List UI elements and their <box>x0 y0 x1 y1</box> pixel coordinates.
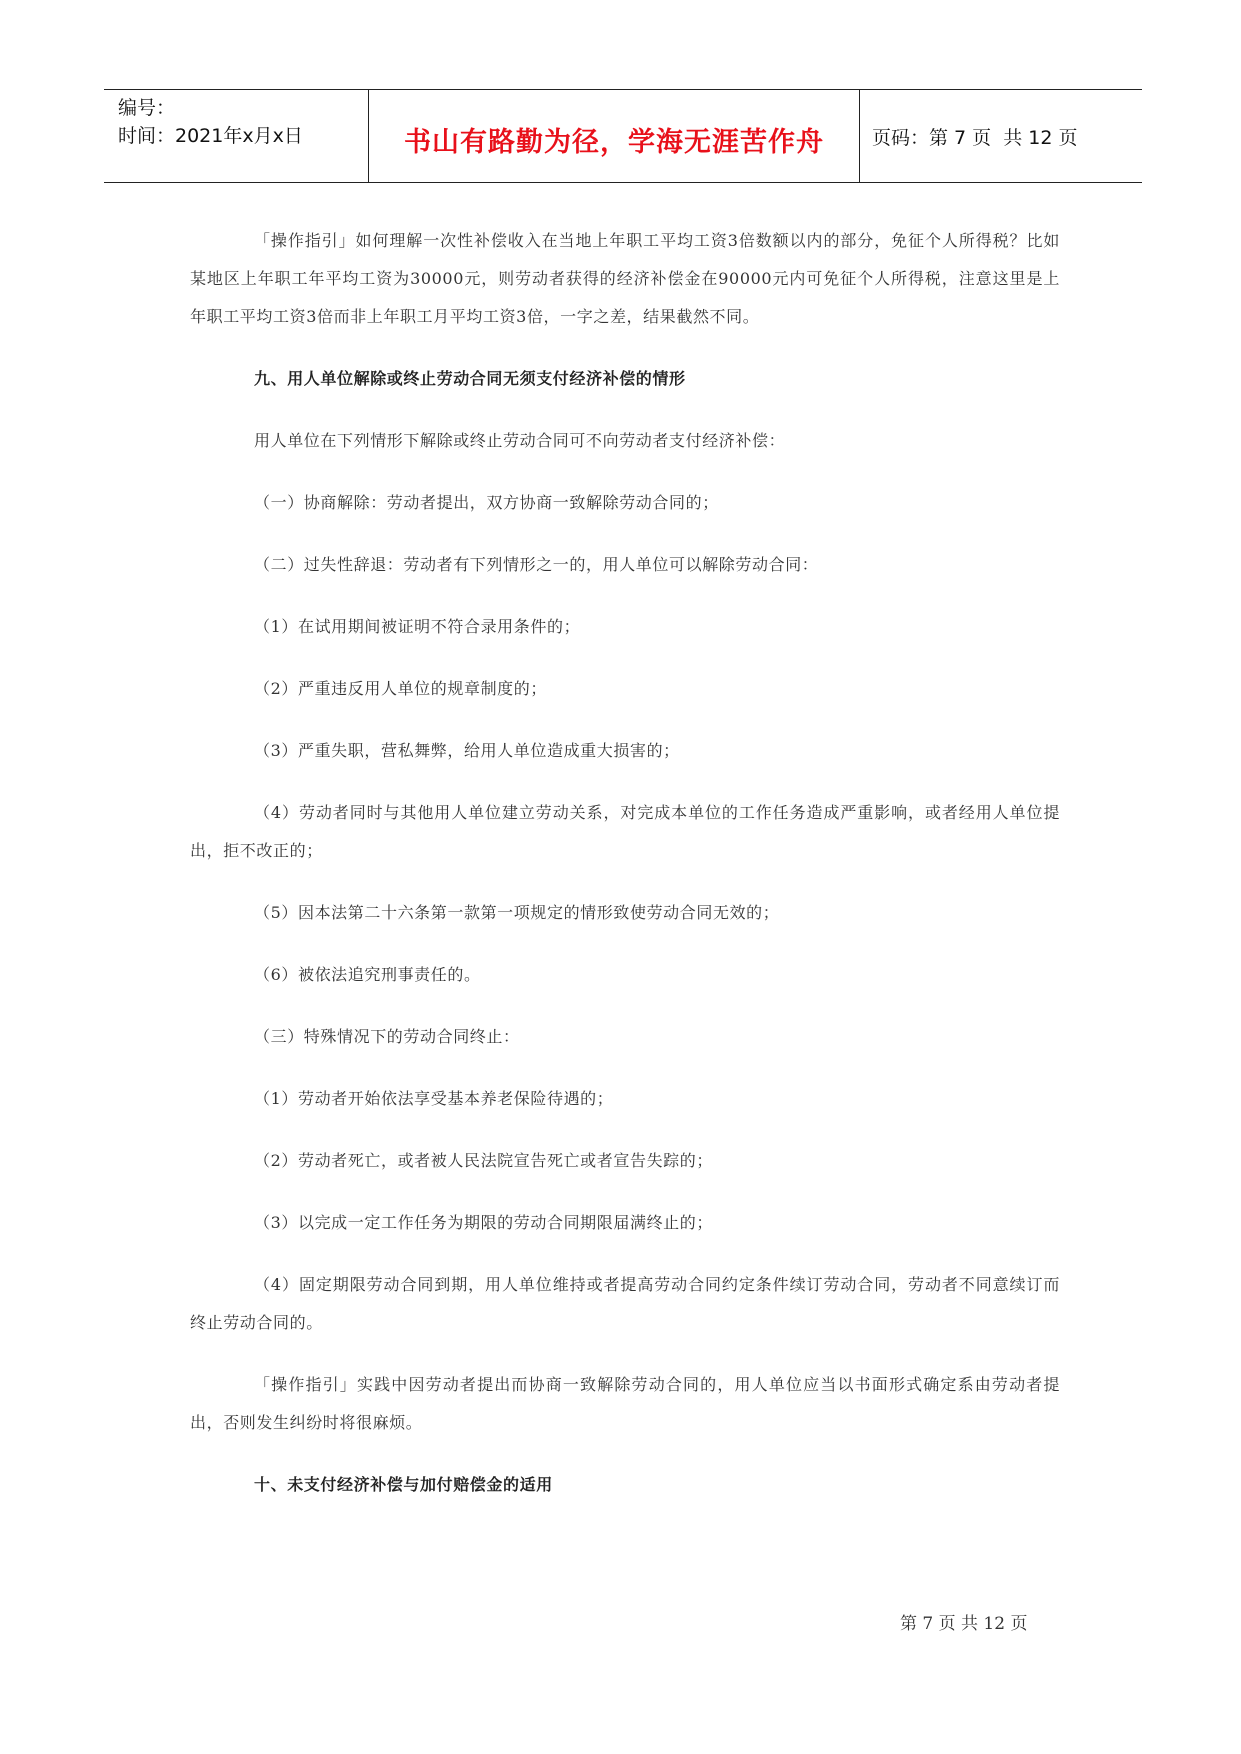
header-motto: 书山有路勤为径，学海无涯苦作舟 <box>404 126 824 158</box>
section-heading-nine: 九、用人单位解除或终止劳动合同无须支付经济补偿的情形 <box>254 369 686 388</box>
paragraph-guide-tax: 「操作指引」如何理解一次性补偿收入在当地上年职工平均工资3倍数额以内的部分，免征个人所得税？比如某地区上年职工年平均工资为30000元，则劳动者获得的经济补偿金在90000元内可免征个人所得税，注意这里是上年职工平均工资3倍而非上年职工月平均工资3倍，一字之差，结果截然不同。 <box>190 231 1060 326</box>
page-footer: 第 7 页 共 12 页 <box>900 1614 1028 1634</box>
paragraph: 用人单位在下列情形下解除或终止劳动合同可不向劳动者支付经济补偿： <box>254 431 786 450</box>
paragraph-guide-practice: 「操作指引」实践中因劳动者提出而协商一致解除劳动合同的，用人单位应当以书面形式确定系由劳动者提出，否则发生纠纷时将很麻烦。 <box>190 1375 1060 1432</box>
list-item: （2）严重违反用人单位的规章制度的； <box>254 679 547 698</box>
list-item: （2）劳动者死亡，或者被人民法院宣告死亡或者宣告失踪的； <box>254 1151 713 1170</box>
list-item: （3）严重失职，营私舞弊，给用人单位造成重大损害的； <box>254 741 680 760</box>
header-page-code: 页码：第 7 页 共 12 页 <box>872 126 1078 149</box>
document-body <box>190 222 1060 1504</box>
list-item: （6）被依法追究刑事责任的。 <box>254 965 481 984</box>
list-item: （1）劳动者开始依法享受基本养老保险待遇的； <box>254 1089 614 1108</box>
document-header <box>104 89 1142 183</box>
list-item: （5）因本法第二十六条第一款第一项规定的情形致使劳动合同无效的； <box>254 903 780 922</box>
number-label: 编号： <box>118 97 176 119</box>
header-motto-cell <box>369 90 860 182</box>
time-label: 时间：2021年x月x日 <box>118 125 303 147</box>
list-item: （一）协商解除：劳动者提出，双方协商一致解除劳动合同的； <box>254 493 719 512</box>
list-item: （1）在试用期间被证明不符合录用条件的； <box>254 617 581 636</box>
header-page-cell <box>860 90 1142 182</box>
list-item: （三）特殊情况下的劳动合同终止： <box>254 1027 520 1046</box>
list-item: （4）劳动者同时与其他用人单位建立劳动关系，对完成本单位的工作任务造成严重影响，或者经用人单位提出，拒不改正的； <box>190 803 1060 860</box>
list-item: （4）固定期限劳动合同到期，用人单位维持或者提高劳动合同约定条件续订劳动合同，劳动者不同意续订而终止劳动合同的。 <box>190 1275 1060 1332</box>
list-item: （3）以完成一定工作任务为期限的劳动合同期限届满终止的； <box>254 1213 713 1232</box>
section-heading-ten: 十、未支付经济补偿与加付赔偿金的适用 <box>254 1475 553 1494</box>
header-meta <box>104 90 369 182</box>
list-item: （二）过失性辞退：劳动者有下列情形之一的，用人单位可以解除劳动合同： <box>254 555 819 574</box>
